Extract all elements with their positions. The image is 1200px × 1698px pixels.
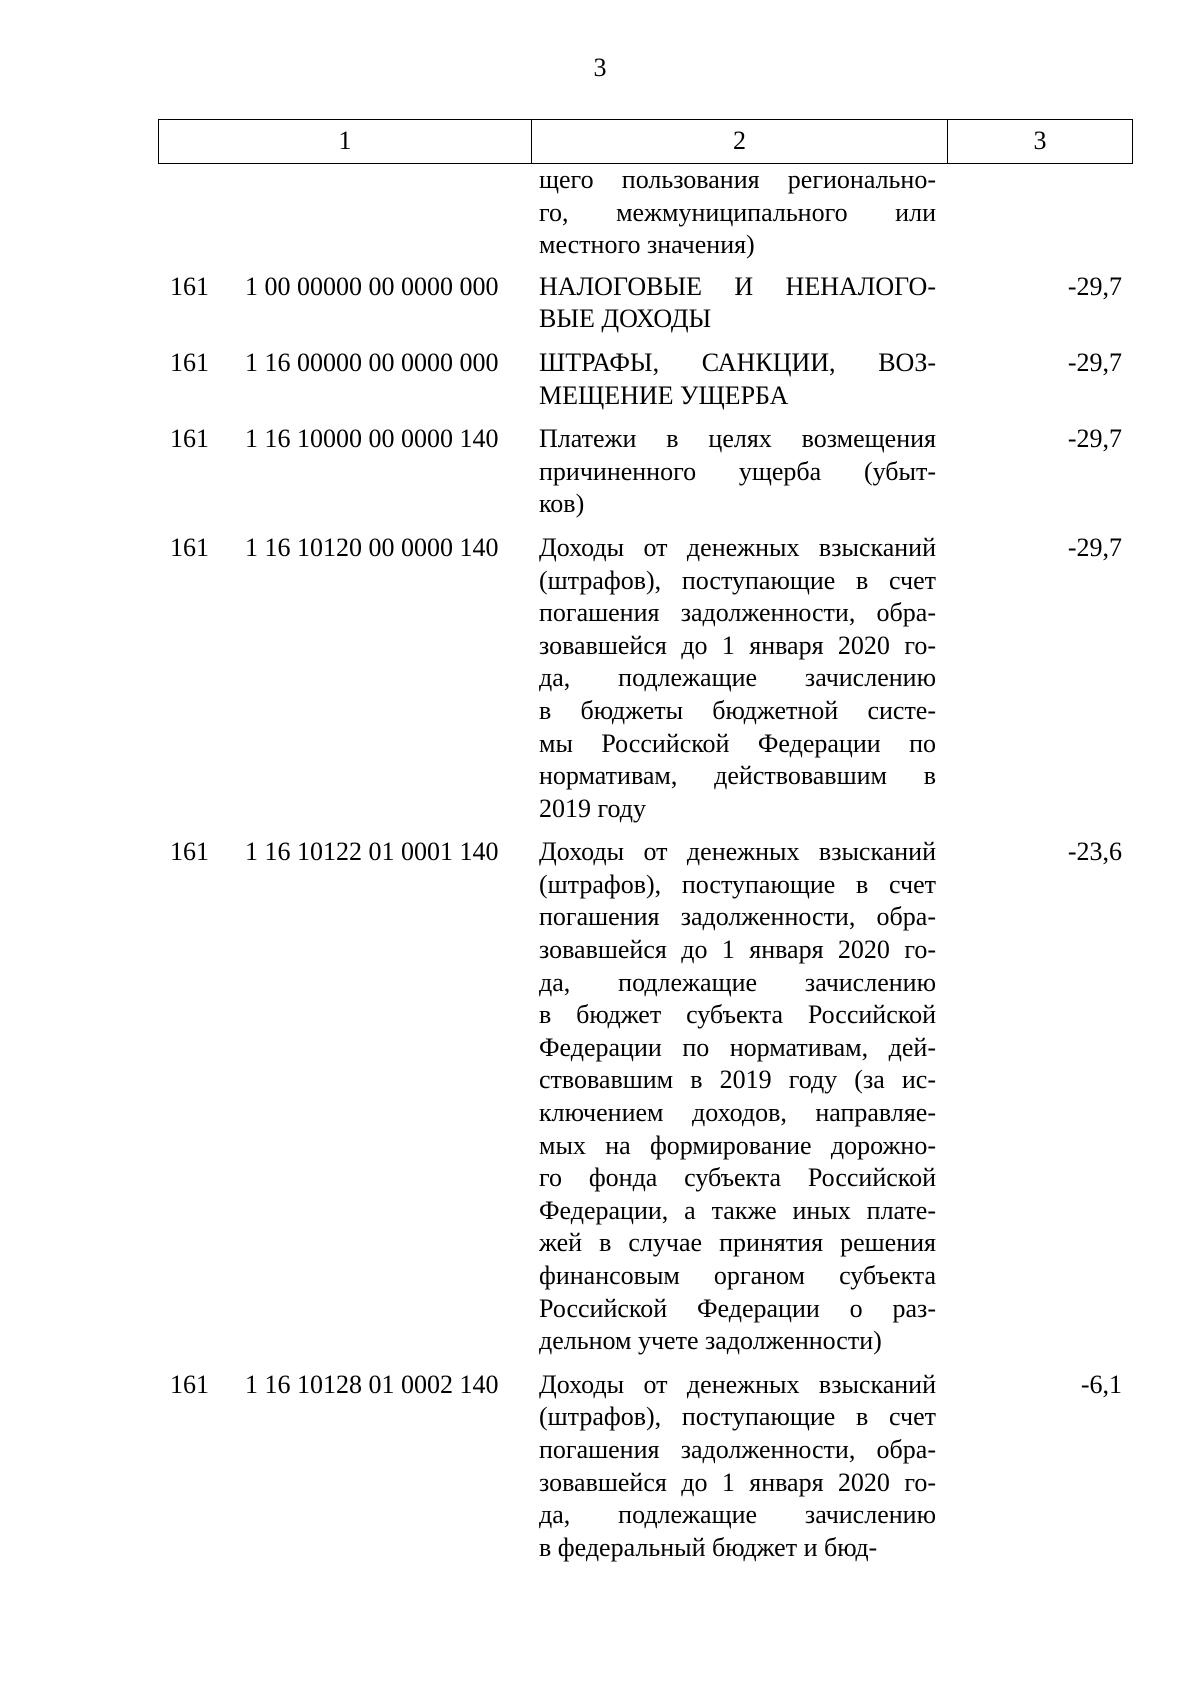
income-name-cell — [539, 1369, 936, 1565]
continuation-row — [0, 164, 1200, 262]
name-line: щего пользования регионально- — [539, 165, 936, 194]
name-line: (штрафов), поступающие в счет — [539, 869, 936, 899]
name-line: Российской Федерации о раз- — [539, 1293, 936, 1323]
amount-cell: -29,7 — [1067, 424, 1122, 454]
name-line: погашения задолженности, обра- — [539, 902, 936, 932]
name-line: Платежи в целях возмещения — [539, 424, 936, 454]
income-name-cell — [539, 532, 936, 825]
admin-code-cell: 161 — [170, 271, 209, 301]
continuation-name-cell — [539, 164, 936, 262]
name-line: МЕЩЕНИЕ УЩЕРБА — [539, 380, 789, 410]
name-line: да, подлежащие зачислению — [539, 663, 936, 693]
name-line: Федерации, а также иных плате- — [539, 1195, 936, 1225]
name-line: зовавшейся до 1 января 2020 го- — [539, 1467, 936, 1497]
admin-code-cell: 161 — [170, 837, 209, 867]
budget-code-cell: 1 00 00000 00 0000 000 — [245, 271, 499, 301]
name-line: НАЛОГОВЫЕ И НЕНАЛОГО- — [539, 271, 936, 301]
name-line: го фонда субъекта Российской — [539, 1163, 936, 1193]
name-line: ключением доходов, направляе- — [539, 1098, 936, 1128]
amount-cell: -29,7 — [1067, 347, 1122, 377]
name-line: Доходы от денежных взысканий — [539, 532, 936, 562]
budget-code-cell: 1 16 10000 00 0000 140 — [245, 424, 499, 454]
income-name-cell — [539, 347, 936, 412]
name-line: мых на формирование дорожно- — [539, 1130, 936, 1160]
income-name-cell — [539, 423, 936, 521]
name-line: погашения задолженности, обра- — [539, 1434, 936, 1464]
name-line: (штрафов), поступающие в счет — [539, 565, 936, 595]
name-line: Доходы от денежных взысканий — [539, 837, 936, 867]
table-row — [0, 271, 1200, 336]
admin-code-cell: 161 — [170, 424, 209, 454]
name-line: ШТРАФЫ, САНКЦИИ, ВОЗ- — [539, 347, 936, 377]
budget-code-cell: 1 16 10120 00 0000 140 — [245, 532, 499, 562]
name-line: да, подлежащие зачислению — [539, 1500, 936, 1530]
name-line: местного значения) — [539, 230, 755, 260]
name-line: ВЫЕ ДОХОДЫ — [539, 304, 712, 334]
header-column-3: 3 — [1033, 126, 1047, 155]
amount-cell: -6,1 — [1080, 1369, 1122, 1399]
name-line: погашения задолженности, обра- — [539, 598, 936, 628]
header-column-1: 1 — [159, 120, 532, 163]
table-row — [0, 423, 1200, 521]
name-line: причиненного ущерба (убыт- — [539, 456, 936, 486]
admin-code-cell: 161 — [170, 347, 209, 377]
name-line: мы Российской Федерации по — [539, 728, 936, 758]
amount-cell: -29,7 — [1067, 532, 1122, 562]
name-line: го, межмуниципального или — [539, 197, 936, 227]
table-row — [0, 532, 1200, 825]
admin-code-cell: 161 — [170, 1369, 209, 1399]
name-line: ствовавшим в 2019 году (за ис- — [539, 1065, 936, 1095]
name-line: Доходы от денежных взысканий — [539, 1369, 936, 1399]
header-column-2: 2 — [532, 120, 948, 163]
name-line: в бюджеты бюджетной систе- — [539, 695, 936, 725]
name-line: 2019 году — [539, 793, 646, 823]
name-line: да, подлежащие зачислению — [539, 967, 936, 997]
name-line: в федеральный бюджет и бюд- — [539, 1532, 878, 1562]
amount-cell: -23,6 — [1067, 837, 1122, 867]
admin-code-cell: 161 — [170, 532, 209, 562]
income-name-cell — [539, 271, 936, 336]
name-line: жей в случае принятия решения — [539, 1228, 936, 1258]
name-line: в бюджет субъекта Российской — [539, 1000, 936, 1030]
name-line: нормативам, действовавшим в — [539, 761, 936, 791]
name-line: зовавшейся до 1 января 2020 го- — [539, 630, 936, 660]
table-row — [0, 347, 1200, 412]
page-number: 3 — [593, 53, 607, 82]
table-body — [0, 164, 1200, 1575]
name-line: дельном учете задолженности) — [539, 1326, 882, 1356]
income-name-cell — [539, 836, 936, 1358]
name-line: ков) — [539, 489, 585, 519]
amount-cell: -29,7 — [1067, 271, 1122, 301]
table-header — [158, 119, 1133, 164]
budget-code-cell: 1 16 00000 00 0000 000 — [245, 347, 499, 377]
name-line: зовавшейся до 1 января 2020 го- — [539, 935, 936, 965]
budget-code-cell: 1 16 10122 01 0001 140 — [245, 837, 499, 867]
name-line: (штрафов), поступающие в счет — [539, 1402, 936, 1432]
admin-code-cell — [170, 164, 220, 262]
budget-code-cell: 1 16 10128 01 0002 140 — [245, 1369, 499, 1399]
name-line: финансовым органом субъекта — [539, 1261, 936, 1290]
name-line: Федерации по нормативам, дей- — [539, 1032, 936, 1062]
table-row — [0, 836, 1200, 1358]
budget-code-cell — [220, 164, 517, 262]
table-row — [0, 1369, 1200, 1565]
